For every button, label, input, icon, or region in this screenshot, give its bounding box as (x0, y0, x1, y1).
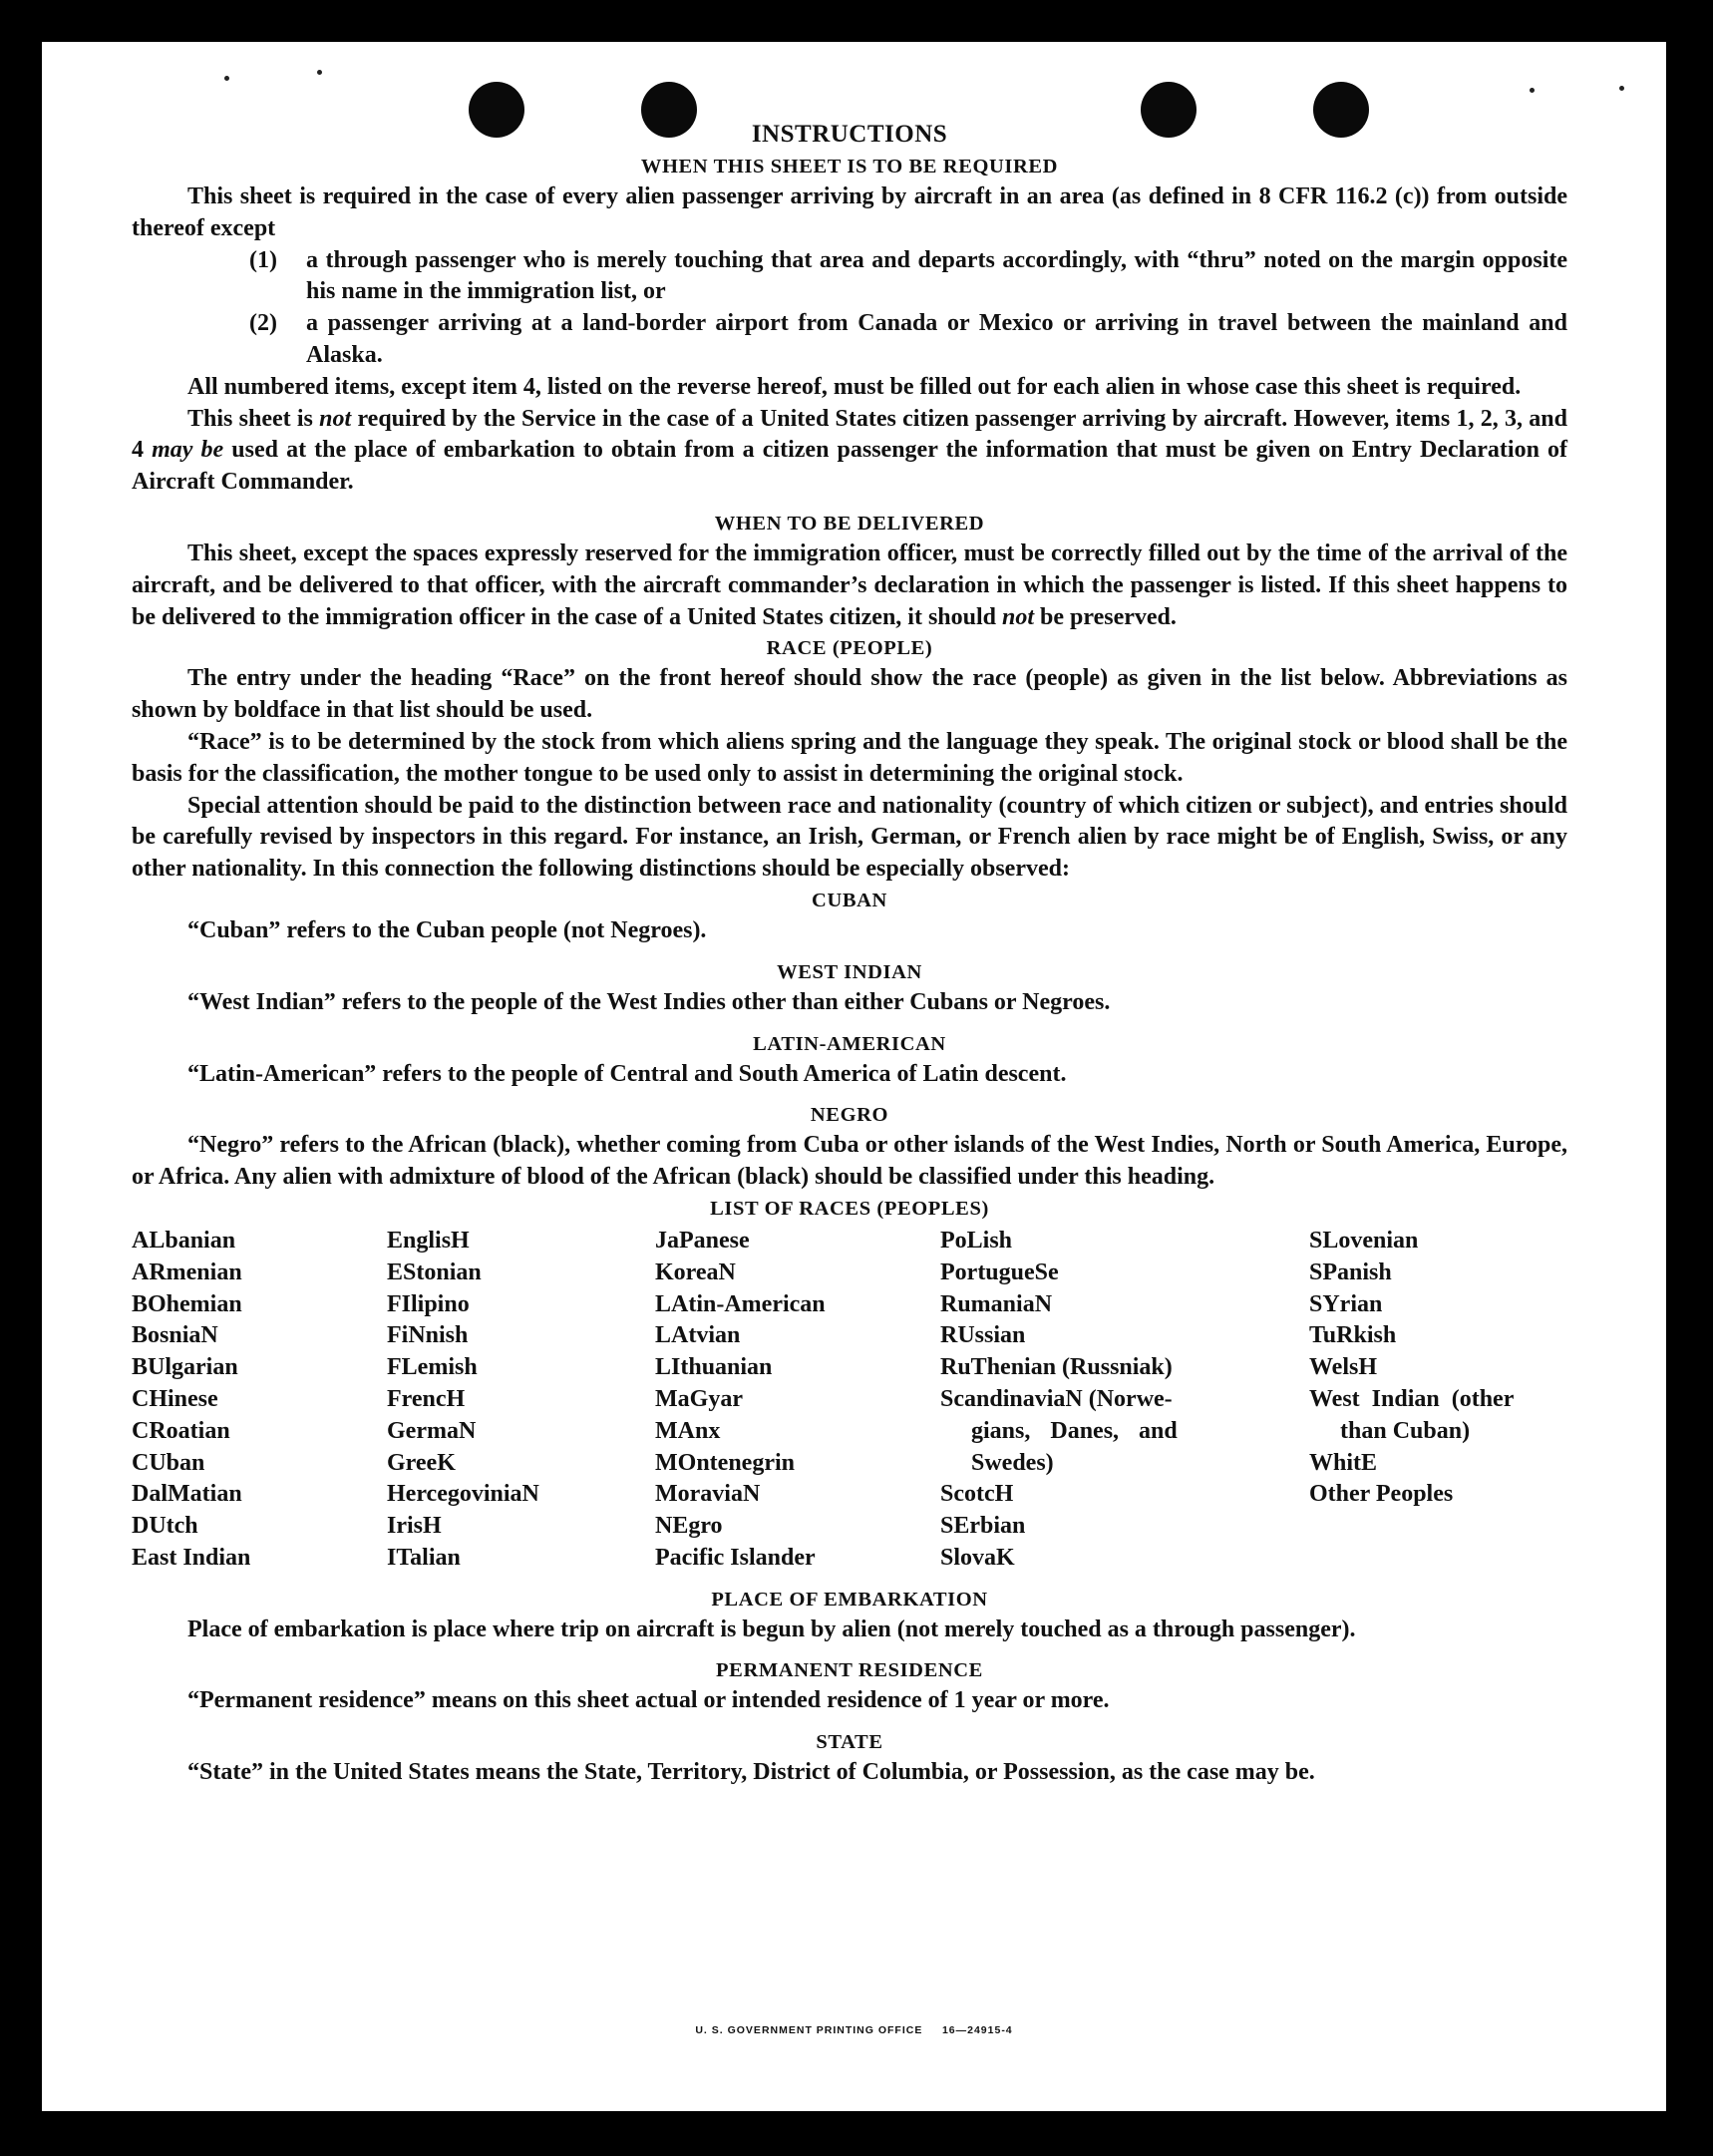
race-entry: MAnx (655, 1417, 721, 1444)
race-entry: MOntenegrin (655, 1449, 795, 1476)
paragraph: “Cuban” refers to the Cuban people (not Negroes). (187, 916, 707, 943)
paragraph: Special attention should be paid to the distinction between race and nationality (country of which citizen or subject), and entries should be carefully revised by inspectors in this regard. For instance, an Irish, German, or French alien by race might be of English, Swiss, or any other nationality. In this connection the following distinctions should be especially observed: (132, 792, 1567, 883)
printer-imprint: U. S. GOVERNMENT PRINTING OFFICE 16—24915-4 (695, 2024, 1013, 2036)
race-entry: CRoatian (132, 1417, 230, 1444)
section-heading: WEST INDIAN (777, 960, 922, 983)
list-item (249, 308, 1567, 372)
paragraph (132, 539, 1567, 633)
race-entry: SYrian (1309, 1290, 1383, 1317)
text-run: required by the Service in the case of a United States citizen passenger arriving by aircraft. However, items 1, 2, 3, and 4 (132, 405, 1567, 464)
section-heading: WHEN THIS SHEET IS TO BE REQUIRED (640, 156, 1059, 178)
text-run: This sheet is (187, 405, 320, 432)
race-entry: JaPanese (655, 1227, 750, 1254)
section-heading: WHEN TO BE DELIVERED (714, 512, 985, 535)
race-entry: DUtch (132, 1513, 198, 1540)
race-entry: West Indian (other (1309, 1385, 1515, 1412)
text-run: be preserved. (1034, 603, 1177, 630)
race-entry: WhitE (1309, 1449, 1378, 1476)
speck (224, 76, 229, 81)
race-entry: ScandinaviaN (Norwe- (940, 1385, 1173, 1412)
race-entry: BosniaN (132, 1322, 218, 1349)
race-entry: Pacific Islander (655, 1544, 816, 1571)
document-page (42, 42, 1666, 2111)
race-entry: BUlgarian (132, 1354, 238, 1381)
paragraph: “Negro” refers to the African (black), whether coming from Cuba or other islands of the West Indies, North or South America, Europe, or Africa. Any alien with admixture of blood of the African (black) should be classified under this heading. (132, 1132, 1567, 1191)
race-entry-continued: than Cuban) (1340, 1417, 1471, 1444)
race-entry: GermaN (387, 1417, 477, 1444)
paragraph: Place of embarkation is place where trip on aircraft is begun by alien (not merely touched as a through passenger). (187, 1616, 1356, 1642)
race-column (1309, 1226, 1567, 1575)
paragraph: “State” in the United States means the State, Territory, District of Columbia, or Possession, as the case may be. (187, 1759, 1315, 1786)
race-entry: FLemish (387, 1354, 478, 1381)
speck (1619, 86, 1624, 91)
race-entry: ScotcH (940, 1481, 1014, 1508)
race-entry: RuThenian (Russniak) (940, 1354, 1173, 1381)
paragraph: The entry under the heading “Race” on the front hereof should show the race (people) as given in the list below. Abbreviations as shown by boldface in that list should be used. (132, 665, 1567, 724)
race-column (655, 1226, 940, 1575)
race-entry: PoLish (940, 1227, 1013, 1254)
race-entry: DalMatian (132, 1481, 242, 1508)
race-entry: ITalian (387, 1544, 461, 1571)
race-entry: ALbanian (132, 1227, 236, 1254)
race-entry: LIthuanian (655, 1354, 773, 1381)
race-entry: FiNnish (387, 1322, 469, 1349)
race-entry: FrencH (387, 1385, 466, 1412)
race-entry: East Indian (132, 1544, 251, 1571)
paragraph (132, 404, 1567, 499)
race-entry: LAtin-American (655, 1290, 826, 1317)
race-entry-continued: gians, Danes, and (971, 1417, 1178, 1444)
section-heading: RACE (PEOPLE) (766, 637, 933, 660)
race-entry: SPanish (1309, 1258, 1392, 1285)
race-column (387, 1226, 655, 1575)
section-heading: LIST OF RACES (PEOPLES) (710, 1197, 989, 1220)
race-entry: Other Peoples (1309, 1481, 1454, 1508)
section-heading: STATE (816, 1731, 883, 1754)
item-text: a through passenger who is merely touching that area and departs accordingly, with “thru” noted on the margin opposite his name in the immigration list, or (306, 246, 1567, 305)
race-entry: ARmenian (132, 1258, 242, 1285)
emphasis: may be (152, 437, 224, 464)
race-list (132, 1226, 1567, 1575)
race-entry: CUban (132, 1449, 205, 1476)
paragraph: “Latin-American” refers to the people of Central and South America of Latin descent. (187, 1060, 1067, 1087)
section-heading: PERMANENT RESIDENCE (716, 1659, 983, 1682)
paragraph: “Race” is to be determined by the stock from which aliens spring and the language they speak. The original stock or blood shall be the basis for the classification, the mother tongue to be used only to assist in determining the original stock. (132, 728, 1567, 787)
instructions-body (132, 118, 1567, 1789)
paragraph: “West Indian” refers to the people of the West Indies other than either Cubans or Negroes. (187, 988, 1111, 1015)
race-entry: WelsH (1309, 1354, 1378, 1381)
race-entry: NEgro (655, 1513, 723, 1540)
section-heading: PLACE OF EMBARKATION (711, 1588, 988, 1611)
race-entry: HercegoviniaN (387, 1481, 539, 1508)
section-heading: CUBAN (812, 889, 887, 911)
race-entry: KoreaN (655, 1258, 736, 1285)
paragraph: “Permanent residence” means on this sheet actual or intended residence of 1 year or more. (187, 1687, 1110, 1714)
race-entry: LAtvian (655, 1322, 741, 1349)
race-entry: BOhemian (132, 1290, 242, 1317)
race-entry: RUssian (940, 1322, 1026, 1349)
race-column (940, 1226, 1309, 1575)
race-entry: SLovenian (1309, 1227, 1419, 1254)
list-item (249, 245, 1567, 309)
race-entry: FIlipino (387, 1290, 470, 1317)
race-entry: SErbian (940, 1513, 1026, 1540)
race-entry-continued: Swedes) (971, 1449, 1054, 1476)
race-entry: RumaniaN (940, 1290, 1053, 1317)
race-entry: MaGyar (655, 1385, 743, 1412)
item-number: (1) (249, 246, 277, 273)
race-entry: CHinese (132, 1385, 218, 1412)
emphasis: not (1002, 603, 1035, 630)
section-heading: LATIN-AMERICAN (753, 1032, 946, 1055)
text-run: This sheet, except the spaces expressly reserved for the immigration officer, must be correctly filled out by the time of the arrival of the aircraft, and be delivered to that officer, with the aircraft commander’s declaration in which the passenger is listed. If this sheet happens to be delivered to the immigration officer in the case of a United States citizen, it should (132, 539, 1567, 630)
emphasis: not (319, 405, 352, 432)
speck (317, 70, 322, 75)
text-run: used at the place of embarkation to obtain from a citizen passenger the information that must be given on Entry Declaration of Aircraft Commander. (132, 437, 1568, 496)
page-title: INSTRUCTIONS (751, 121, 948, 148)
section-heading: NEGRO (810, 1104, 889, 1127)
race-entry: EnglisH (387, 1227, 470, 1254)
race-entry: EStonian (387, 1258, 482, 1285)
race-column (132, 1226, 387, 1575)
race-entry: IrisH (387, 1513, 442, 1540)
speck (1530, 88, 1535, 93)
race-entry: PortugueSe (940, 1258, 1059, 1285)
race-entry: MoraviaN (655, 1481, 761, 1508)
paragraph: All numbered items, except item 4, listed on the reverse hereof, must be filled out for each alien in whose case this sheet is required. (187, 373, 1522, 400)
race-entry: TuRkish (1309, 1322, 1397, 1349)
race-entry: GreeK (387, 1449, 456, 1476)
item-number: (2) (249, 310, 277, 337)
race-entry: SlovaK (940, 1544, 1015, 1571)
paragraph: This sheet is required in the case of every alien passenger arriving by aircraft in an area (as defined in 8 CFR 116.2 (c)) from outside thereof except (132, 183, 1567, 241)
item-text: a passenger arriving at a land-border airport from Canada or Mexico or arriving in travel between the mainland and Alaska. (306, 310, 1567, 368)
